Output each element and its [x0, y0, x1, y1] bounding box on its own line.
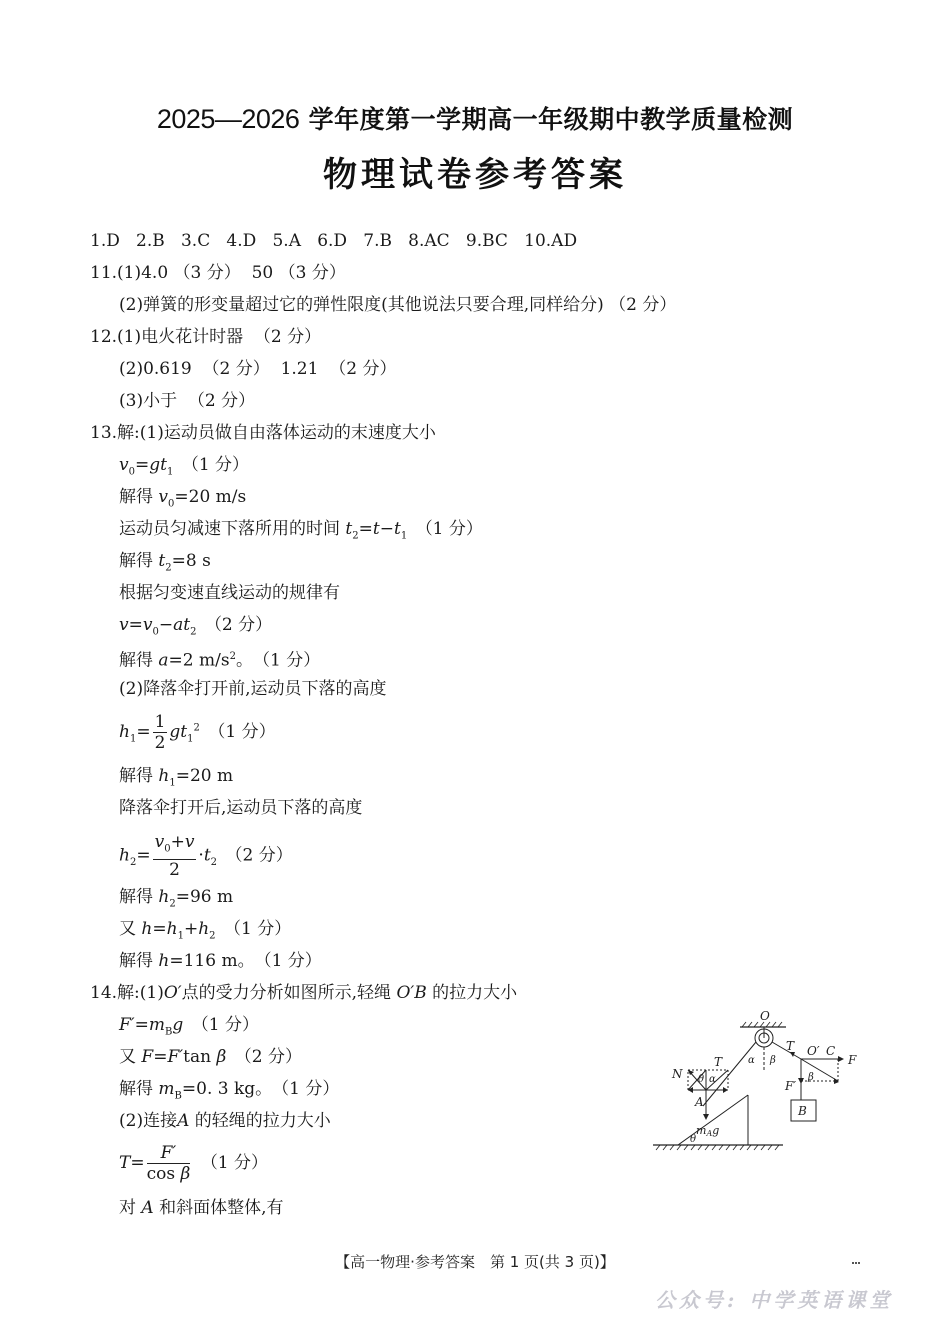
q13-eq-h1: $h_1=$ $\frac{1}{2}$ $gt_1^2$ （1 分） [119, 712, 276, 753]
q13-eq-v0: $v_0=gt_1$ （1 分） [119, 455, 250, 478]
title-year: 2025—2026 [156, 104, 300, 134]
label-alpha-top: α [748, 1055, 755, 1066]
watermark: 公众号: 中学英语课堂 [655, 1288, 894, 1312]
q13-res-v0: 解得 $v_0=20$ m/s [119, 487, 247, 510]
label-F: F [848, 1053, 857, 1067]
label-beta-node: β [808, 1072, 814, 1083]
q13-res-h1: 解得 $h_1=20$ m [119, 766, 234, 789]
q14-intro: 14.解:(1)O′点的受力分析如图所示,轻绳 O′B 的拉力大小 [90, 983, 518, 1003]
label-O: O [760, 1009, 770, 1023]
label-alpha-A: α [709, 1074, 716, 1085]
q13-t2: 运动员匀减速下落所用的时间 $t_2=t-t_1$ （1 分） [119, 519, 483, 542]
q13-res-a: 解得 a=2 $m/s^2$。 （1 分） [119, 650, 321, 671]
label-beta-top: β [770, 1055, 776, 1066]
q12-part2: (2)0.619 （2 分） 1.21 （2 分） [119, 359, 397, 379]
q13-res-t2: 解得 $t_2=8$ s [119, 551, 211, 574]
q13-eq-v: $v=v_0-at_2$ （2 分） [119, 615, 273, 638]
force-diagram [648, 1008, 868, 1153]
q12-part3: (3)小于 （2 分） [119, 391, 256, 411]
q14-res-mB: 解得 $m_B=0$. 3 kg。 （1 分） [119, 1079, 340, 1102]
q13-after: 降落伞打开后,运动员下落的高度 [119, 798, 363, 818]
title-text: 学年度第一学期高一年级期中教学质量检测 [308, 105, 794, 134]
label-N: N [672, 1067, 683, 1081]
q14-eq-tan: 又 F=F′tan β （2 分） [119, 1047, 302, 1067]
label-A: A [695, 1095, 704, 1109]
document-title [0, 100, 950, 136]
q14-eq-T: T= $\frac{F'}{\text{cos β}}$ （1 分） [119, 1143, 269, 1184]
q13-intro: 13.解:(1)运动员做自由落体运动的末速度大小 [90, 423, 436, 443]
q11-part1: 11.(1)4.0 （3 分） 50 （3 分） [90, 263, 346, 283]
label-mAg: mAg [696, 1124, 720, 1138]
label-C: C [826, 1044, 836, 1058]
q13-res-h: 解得 h=116 m。 （1 分） [119, 951, 322, 971]
label-T-left: T [714, 1055, 723, 1069]
q12-part1: 12.(1)电火花计时器 （2 分） [90, 327, 322, 347]
label-O-prime: O′ [807, 1044, 820, 1058]
q14-whole: 对 A 和斜面体整体,有 [119, 1198, 284, 1218]
q13-eq-h2: $h_2=$ $\frac{v_0+v}{2}$ $\cdot t_2$ （2 分） [119, 832, 293, 881]
q11-part2: (2)弹簧的形变量超过它的弹性限度(其他说法只要合理,同样给分) （2 分） [119, 295, 677, 315]
mc-answers: 1.D 2.B 3.C 4.D 5.A 6.D 7.B 8.AC 9.BC 10.AD [90, 231, 578, 251]
label-F-prime: F′ [785, 1079, 797, 1093]
q13-rule: 根据匀变速直线运动的规律有 [119, 583, 340, 603]
ellipsis-mark [852, 1262, 860, 1264]
label-theta-incline: θ [690, 1134, 697, 1145]
label-theta-A: θ [698, 1074, 705, 1085]
q13-res-h2: 解得 $h_2=96$ m [119, 887, 234, 910]
document-subtitle: 物理试卷参考答案 [323, 155, 627, 195]
label-B: B [798, 1104, 807, 1118]
label-T-right: T [786, 1039, 795, 1053]
q13-sum: 又 $h=h_1+h_2$ （1 分） [119, 919, 292, 942]
q14-part2-intro: (2)连接A 的轻绳的拉力大小 [119, 1111, 331, 1131]
page-footer: 【高一物理·参考答案 第 1 页(共 3 页)】 [335, 1253, 615, 1271]
q14-eq-F: $F'=m_Bg$ （1 分） [119, 1015, 260, 1038]
q13-part2-intro: (2)降落伞打开前,运动员下落的高度 [119, 679, 387, 699]
